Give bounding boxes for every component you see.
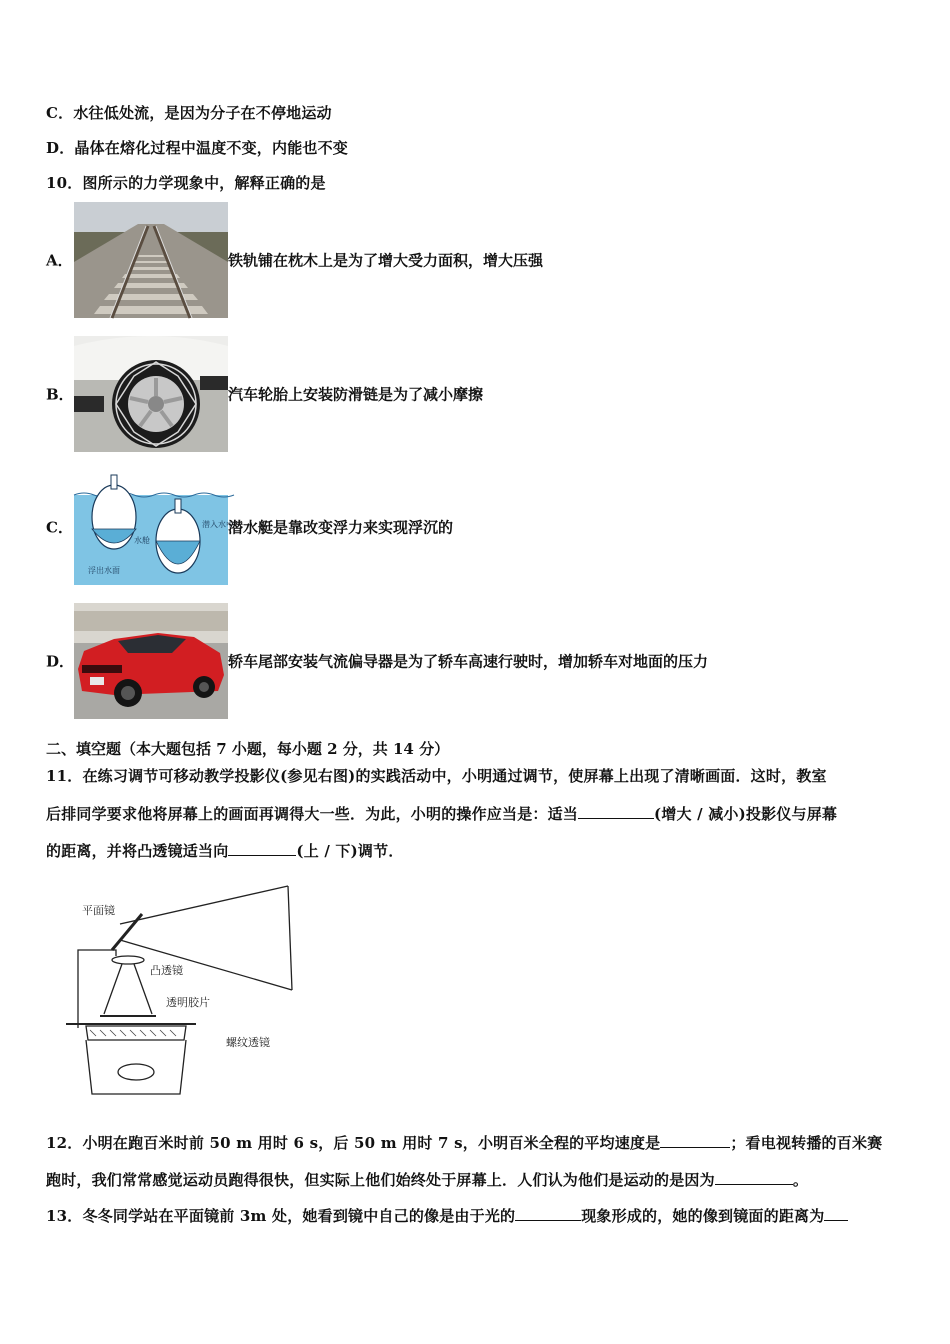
projector-diagram (56, 884, 306, 1102)
submarine-label-tank: 水舱 (134, 536, 150, 545)
answer-blank[interactable] (824, 1206, 848, 1221)
q11-text: 的距离，并将凸透镜适当向 (46, 842, 229, 860)
option-text: 潜水艇是靠改变浮力来实现浮沉的 (228, 518, 454, 537)
q9-option-c: C．水往低处流，是因为分子在不停地运动 (46, 104, 332, 122)
option-label: B． (46, 385, 74, 404)
q12-text: 。 (792, 1171, 809, 1189)
option-text: 汽车轮胎上安装防滑链是为了减小摩擦 (228, 385, 484, 404)
tire-snow-chain-photo (74, 336, 228, 452)
submarine-label-surface: 浮出水面 (88, 566, 120, 575)
q13-text: 13．冬冬同学站在平面镜前 3m 处，她看到镜中自己的像是由于光的 (46, 1207, 516, 1225)
q11-line2 (46, 803, 837, 824)
section-title: 二、填空题（本大题包括 7 小题，每小题 2 分，共 14 分） (46, 740, 450, 758)
q11-text: 后排同学要求他将屏幕上的画面再调得大一些．为此，小明的操作应当是：适当 (46, 805, 579, 823)
label-convex-lens: 凸透镜 (150, 964, 183, 977)
q10-option-c (46, 469, 906, 585)
q11-line1: 11．在练习调节可移动教学投影仪(参见右图)的实践活动中，小明通过调节，使屏幕上出现了清晰画面．这时，教室 (46, 767, 827, 785)
q12-text: 12．小明在跑百米时前 50 m 用时 6 s，后 50 m 用时 7 s，小明百米全程的平均速度是 (46, 1134, 661, 1152)
label-fresnel-lens: 螺纹透镜 (226, 1036, 270, 1049)
answer-blank[interactable] (715, 1170, 793, 1185)
option-label: A． (46, 251, 73, 270)
q13-text: 现象形成的，她的像到镜面的距离为 (581, 1207, 825, 1225)
q9-option-d: D．晶体在熔化过程中温度不变，内能也不变 (46, 139, 349, 157)
option-text: 铁轨铺在枕木上是为了增大受力面积，增大压强 (228, 251, 544, 270)
q11-text: (上 / 下)调节． (296, 842, 404, 860)
answer-blank[interactable] (578, 804, 654, 819)
q10-option-d (46, 603, 906, 719)
answer-blank[interactable] (515, 1206, 581, 1221)
submarine-diagram (74, 469, 234, 585)
label-mirror: 平面镜 (82, 904, 115, 917)
q12-text: 跑时，我们常常感觉运动员跑得很快，但实际上他们始终处于屏幕上．人们认为他们是运动的是因为 (46, 1171, 715, 1189)
red-sports-car-photo (74, 603, 228, 719)
q10-option-b (46, 336, 906, 452)
q13-line1 (46, 1205, 848, 1226)
answer-blank[interactable] (660, 1133, 730, 1148)
q12-line1 (46, 1132, 882, 1153)
submarine-label-dive: 潜入水中 (202, 520, 234, 529)
railway-track-photo (74, 202, 228, 318)
label-slide: 透明胶片 (166, 996, 210, 1009)
q11-line3 (46, 840, 404, 861)
q10-stem: 10．图所示的力学现象中，解释正确的是 (46, 174, 326, 192)
option-text: 轿车尾部安装气流偏导器是为了轿车高速行驶时，增加轿车对地面的压力 (228, 652, 709, 671)
answer-blank[interactable] (228, 841, 296, 856)
q11-text: (增大 / 减小)投影仪与屏幕 (654, 805, 838, 823)
q12-text: ；看电视转播的百米赛 (730, 1134, 883, 1152)
option-label: D． (46, 652, 75, 671)
q10-option-a (46, 202, 906, 318)
q12-line2 (46, 1169, 808, 1190)
option-label: C． (46, 518, 73, 537)
